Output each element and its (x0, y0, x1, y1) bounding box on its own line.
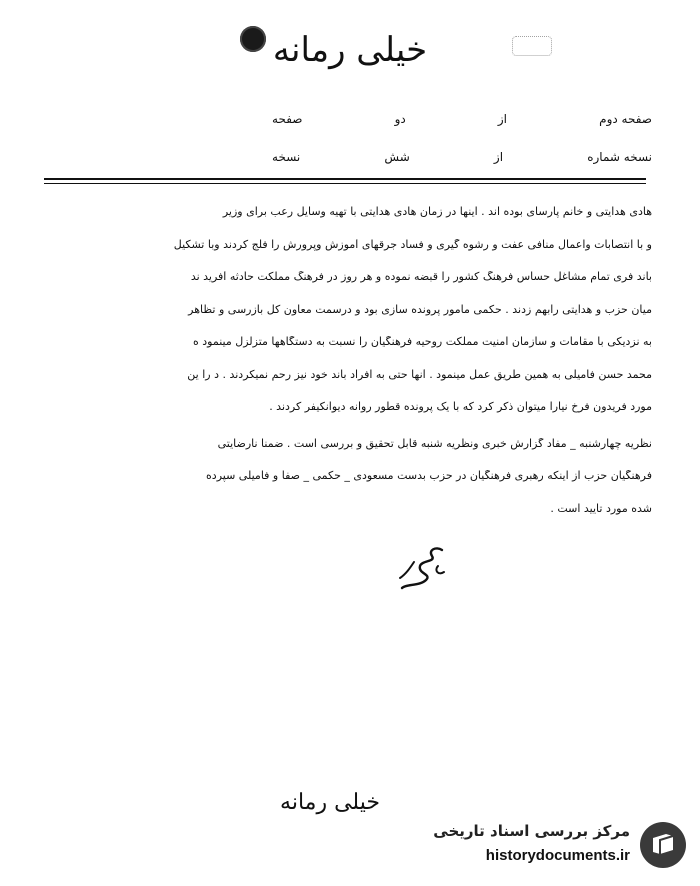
report-body (40, 206, 652, 535)
archive-logo-icon (640, 822, 686, 868)
copy-of-word: از (493, 150, 504, 164)
copy-label: نسخه شماره (587, 150, 652, 164)
body-line: هادی هدایتی و خانم پارسای بوده اند . اینها در زمان هادی هدایتی با تهیه وسایل رعب برای وزیر (222, 206, 652, 218)
archive-url: historydocuments.ir (485, 847, 630, 864)
signature-drawing (392, 544, 450, 592)
body-line: محمد حسن فامیلی به همین طریق عمل مینمود . آنها حتی به افراد باند خود نیز رحم نمیکردند . د را ین (187, 368, 652, 381)
handwritten-signature (392, 544, 450, 592)
archive-logo-drawing (640, 822, 686, 868)
page-label: صفحه دوم (599, 112, 652, 126)
copy-total: شش (384, 150, 410, 164)
archive-name: مرکز بررسی اسناد تاریخی (433, 822, 630, 840)
body-line: شده مورد تایید است . (550, 502, 652, 515)
page-number-row (272, 112, 652, 126)
body-line: فرهنگیان حزب از اینکه رهبری فرهنگیان در حزب بدست مسعودی _ حکمی _ صفا و فامیلی سپرده (206, 470, 652, 482)
page-of-word: از (497, 112, 508, 126)
body-line: به نزدیکی با مقامات و سازمان امنیت مملکت روحیه فرهنگیان را نسبت به دستگاهها متزلزل مینمود ه (193, 336, 652, 348)
header-divider (44, 178, 646, 180)
body-line: نظریه چهارشنبه _ مفاد گزارش خبری ونظریه شنبه قابل تحقیق و بررسی است . ضمنا نارضایتی (217, 437, 652, 450)
body-line: باند فری تمام مشاغل حساس فرهنگ کشور را قبضه نموده و هر روز در فرهنگ مملکت حادثه آفرید ند (190, 271, 652, 283)
classification-footer: خیلی رمانه (280, 790, 380, 815)
body-line: و با انتصابات واعمال منافی عفت و رشوه گیری و فساد جرقهای آموزش وپرورش را فلج کردند وبا تشکیل (173, 238, 652, 251)
page-total-label: صفحه (272, 112, 303, 126)
header-divider-thin (44, 183, 646, 184)
body-line: مورد فریدون فرخ نیارا میتوان ذکر کرد که با یک پرونده قطور روانه دیوانکیفر کردند . (269, 401, 652, 413)
classification-header: خیلی رمانه (272, 30, 428, 70)
copy-total-label: نسخه (272, 150, 301, 164)
body-line: میان حزب و هدایتی رابهم زدند . حکمی مامور پرونده سازی بود و درسمت معاون کل بازرسی و تظاهر (188, 303, 652, 316)
archive-watermark (416, 820, 686, 872)
copy-number-row (272, 150, 652, 164)
page-total: دو (394, 112, 406, 126)
